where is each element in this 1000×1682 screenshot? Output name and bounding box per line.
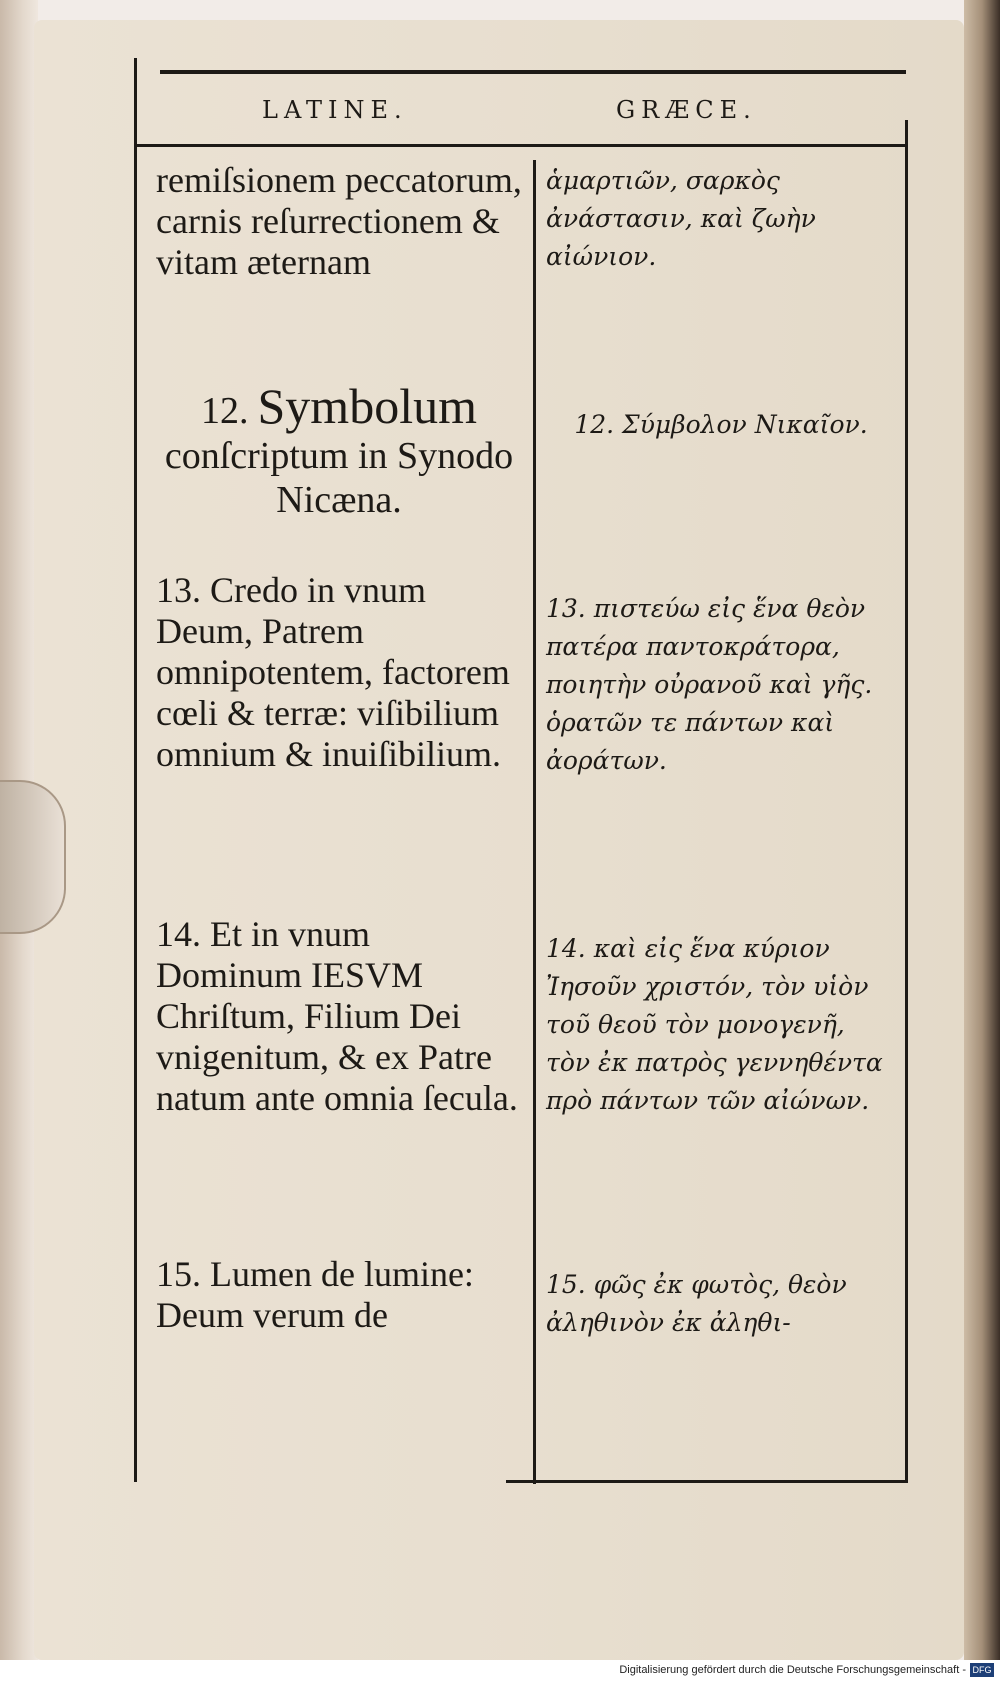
dfg-logo: DFG (970, 1663, 994, 1677)
left-rule (134, 58, 137, 1482)
latin-paragraph-13: 13. Credo in vnum Deum, Patrem omnipotentem, factorem cœli & terræ: viſibilium omnium & inuiſibilium. (156, 570, 510, 774)
right-rule (905, 120, 908, 1482)
top-rule (160, 70, 906, 74)
funding-credit: Digitalisierung gefördert durch die Deutsche Forschungsgemeinschaft - (619, 1664, 966, 1676)
latin-symbol-number: 12. (201, 390, 249, 432)
text-frame (134, 60, 908, 1482)
header-latin: LATINE. (262, 96, 408, 124)
page-clip (0, 780, 66, 934)
column-divider (533, 160, 536, 1484)
page-edge (964, 0, 1000, 1660)
header-greek: GRÆCE. (616, 96, 757, 124)
greek-paragraph-11: ἁμαρτιῶν, σαρκὸς ἀνάστασιν, καὶ ζωὴν αἰώνιον. (546, 166, 816, 271)
greek-symbol-heading: 12. Σύμβολον Νικαῖον. (574, 410, 868, 439)
header-rule (134, 144, 908, 147)
latin-symbol-subtitle: conſcriptum in Synodo Nicæna. (164, 435, 514, 521)
latin-symbol-title: Symbolum (257, 378, 477, 434)
latin-symbol-heading (156, 378, 522, 522)
latin-paragraph-15: 15. Lumen de lumine: Deum verum de (156, 1254, 474, 1335)
latin-paragraph-11: remiſsionem peccatorum, carnis reſurrectionem & vitam æternam (156, 160, 522, 282)
greek-paragraph-13: 13. πιστεύω εἰς ἕνα θεὸν πατέρα παντοκράτορα, ποιητὴν οὐρανοῦ καὶ γῆς. ὁρατῶν τε πάντων καὶ ἀοράτων. (546, 594, 873, 775)
greek-paragraph-14: 14. καὶ εἰς ἕνα κύριον Ἰησοῦν χριστόν, τὸν υἱὸν τοῦ θεοῦ τὸν μονογενῆ, τὸν ἐκ πατρὸς γεννηθέντα πρὸ πάντων τῶν αἰώνων. (546, 934, 883, 1115)
latin-paragraph-14: 14. Et in vnum Dominum IESVM Chriſtum, Filium Dei vnigenitum, & ex Patre natum ante omnia ſecula. (156, 914, 518, 1118)
bottom-rule (506, 1480, 908, 1483)
greek-paragraph-15: 15. φῶς ἐκ φωτὸς, θεὸν ἀληθινὸν ἐκ ἀληθι- (546, 1270, 847, 1337)
